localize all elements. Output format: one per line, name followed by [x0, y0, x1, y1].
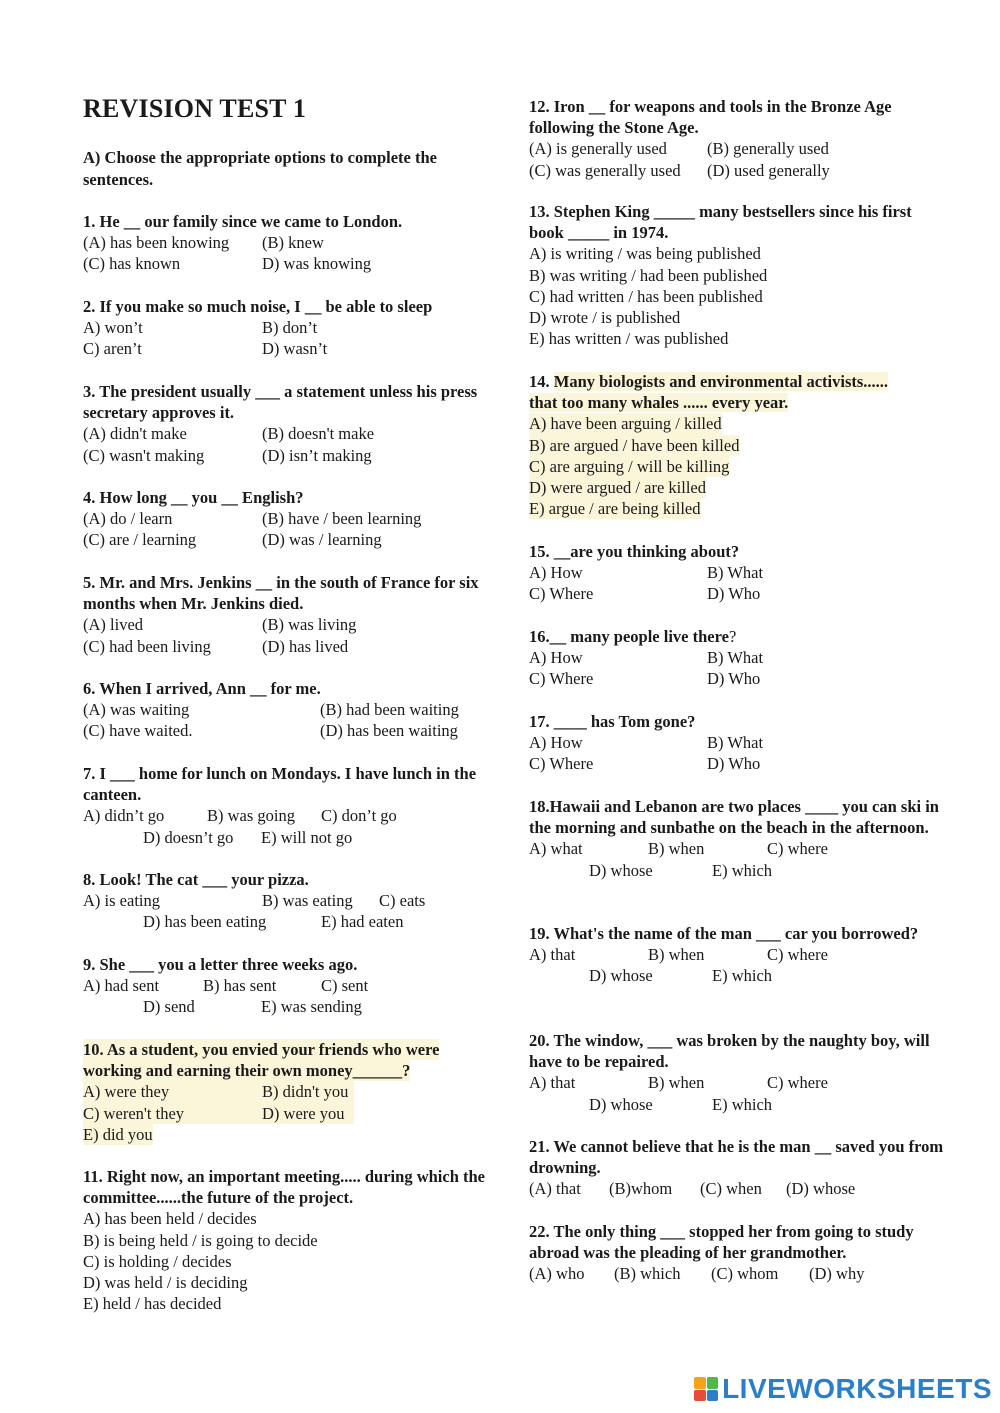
option-c[interactable]: (C) wasn't making [83, 445, 205, 465]
option-a[interactable]: A) How [529, 648, 583, 668]
question-6 [83, 678, 493, 742]
option-b[interactable]: B) was eating [262, 891, 353, 911]
option-c[interactable]: C) don’t go [321, 806, 397, 826]
option-b[interactable]: B) was writing / had been published [529, 265, 768, 285]
option-c[interactable]: (C) whom [711, 1264, 779, 1284]
option-e[interactable]: E) which [712, 966, 773, 986]
option-d[interactable]: D) wrote / is published [529, 307, 681, 327]
option-c[interactable]: C) eats [379, 891, 426, 911]
option-e[interactable]: E) did you [83, 1124, 153, 1144]
question-1 [83, 211, 493, 275]
question-stem: 18.Hawaii and Lebanon are two places ____ you can ski in the morning and sunbathe on the beach in the afternoon. [529, 797, 939, 838]
option-d[interactable]: D) whose [589, 966, 653, 986]
question-stem-line-1: Many biologists and environmental activists...... [553, 372, 889, 391]
option-d[interactable]: D) were argued / are killed [529, 477, 706, 497]
question-stem: 7. I ___ home for lunch on Mondays. I have lunch in the canteen. [83, 764, 477, 805]
option-d[interactable]: (D) has lived [262, 636, 349, 656]
option-c[interactable]: (C) was generally used [529, 160, 681, 180]
option-d[interactable]: (D) used generally [707, 160, 830, 180]
option-c[interactable]: (C) have waited. [83, 721, 193, 741]
option-d[interactable]: (D) why [809, 1264, 865, 1284]
option-b[interactable]: B) when [648, 945, 705, 965]
option-a[interactable]: (A) has been knowing [83, 233, 230, 253]
question-19 [529, 923, 949, 987]
question-stem: 3. The president usually ___ a statement unless his press secretary approves it. [83, 382, 478, 423]
option-e[interactable]: E) has written / was published [529, 329, 729, 349]
logo-square-1 [694, 1377, 706, 1389]
page-title: REVISION TEST 1 [83, 94, 307, 123]
option-b[interactable]: B) when [648, 839, 705, 859]
logo-text: LIVEWORKSHEETS [722, 1373, 992, 1404]
question-number: 14. [529, 372, 550, 391]
option-c[interactable]: C) weren't they D) were you [83, 1103, 354, 1124]
option-e[interactable]: E) which [712, 1094, 773, 1114]
question-stem: 17. ____ has Tom gone? [529, 712, 696, 731]
option-a[interactable]: A) have been arguing / killed [529, 414, 722, 434]
question-stem: 8. Look! The cat ___ your pizza. [83, 870, 309, 889]
question-stem-line-2: working and earning their own money______? [83, 1061, 411, 1081]
option-b[interactable]: B) What [707, 648, 764, 668]
option-a[interactable]: (A) who [529, 1264, 585, 1284]
option-c[interactable]: C) Where [529, 754, 594, 774]
option-c[interactable]: (C) are / learning [83, 530, 197, 550]
option-a[interactable]: A) How [529, 563, 583, 583]
option-a[interactable]: A) were they B) didn't you [83, 1081, 354, 1102]
option-a[interactable]: (A) was waiting [83, 700, 190, 720]
option-d[interactable]: D) send [143, 997, 195, 1017]
option-e[interactable]: E) was sending [261, 997, 362, 1017]
question-22 [529, 1221, 949, 1285]
option-c[interactable]: (C) when [700, 1179, 762, 1199]
question-20 [529, 1030, 949, 1115]
option-c[interactable]: C) had written / has been published [529, 286, 763, 306]
option-a[interactable]: (A) didn't make [83, 424, 187, 444]
option-a[interactable]: A) won’t [83, 318, 143, 338]
instructions: A) Choose the appropriate options to complete the sentences. [83, 148, 437, 189]
option-c[interactable]: C) is holding / decides [83, 1251, 232, 1271]
option-b[interactable]: B) has sent [203, 976, 277, 996]
option-a[interactable]: A) is eating [83, 891, 160, 911]
option-d[interactable]: (D) isn’t making [262, 445, 372, 465]
option-d[interactable]: D) Who [707, 754, 761, 774]
option-b[interactable]: (B) doesn't make [262, 424, 375, 444]
option-c[interactable]: C) where [767, 945, 828, 965]
option-d[interactable]: D) whose [589, 1094, 653, 1114]
option-b[interactable]: B) was going [207, 806, 295, 826]
question-12 [529, 96, 949, 181]
question-stem: 5. Mr. and Mrs. Jenkins __ in the south of France for six months when Mr. Jenkins died. [83, 573, 479, 614]
question-stem-line-1: 10. As a student, you envied your friends who were [83, 1040, 440, 1059]
option-d[interactable]: (D) has been waiting [320, 721, 458, 741]
option-d[interactable]: D) was held / is deciding [83, 1272, 248, 1292]
option-b[interactable]: (B) have / been learning [262, 509, 422, 529]
question-2 [83, 296, 493, 360]
question-16 [529, 626, 949, 690]
option-b[interactable]: B) What [707, 733, 764, 753]
option-a[interactable]: A) How [529, 733, 583, 753]
option-c[interactable]: C) are arguing / will be killing [529, 456, 730, 476]
logo-square-3 [694, 1390, 706, 1402]
option-e[interactable]: E) will not go [261, 827, 353, 847]
question-stem: 13. Stephen King _____ many bestsellers since his first book _____ in 1974. [529, 202, 912, 243]
question-11 [83, 1166, 493, 1314]
option-d[interactable]: (D) was / learning [262, 530, 382, 550]
question-stem: 1. He __ our family since we came to London. [83, 212, 403, 231]
option-a[interactable]: (A) is generally used [529, 139, 667, 159]
option-a[interactable]: (A) that [529, 1179, 581, 1199]
option-a[interactable]: A) what [529, 839, 583, 859]
question-stem: 4. How long __ you __ English? [83, 488, 304, 507]
liveworksheets-logo[interactable] [694, 1373, 992, 1405]
question-stem: 15. __are you thinking about? [529, 542, 740, 561]
option-d[interactable]: D) whose [589, 860, 653, 880]
question-9 [83, 954, 493, 1018]
option-a[interactable]: A) had sent [83, 976, 160, 996]
option-d[interactable]: D) were you [262, 1103, 345, 1123]
option-a[interactable]: (A) lived [83, 615, 144, 635]
question-3 [83, 381, 493, 466]
option-c[interactable]: C) Where [529, 669, 594, 689]
option-d[interactable]: D) Who [707, 669, 761, 689]
option-e[interactable]: E) held / has decided [83, 1294, 222, 1314]
question-5 [83, 572, 493, 657]
option-d[interactable]: (D) whose [786, 1179, 856, 1199]
option-b[interactable]: B) when [648, 1073, 705, 1093]
option-b[interactable]: B) are argued / have been killed [529, 435, 740, 455]
question-stem: 21. We cannot believe that he is the man __ saved you from drowning. [529, 1137, 944, 1178]
option-c[interactable]: (C) has known [83, 254, 181, 274]
question-stem: 2. If you make so much noise, I __ be able to sleep [83, 297, 433, 316]
option-b[interactable]: (B)whom [609, 1179, 673, 1199]
question-stem: 16.__ many people live there [529, 627, 729, 646]
logo-square-4 [707, 1390, 719, 1402]
question-4 [83, 487, 493, 551]
option-c[interactable]: C) sent [321, 976, 369, 996]
question-17 [529, 711, 949, 775]
logo-square-2 [707, 1377, 719, 1389]
question-stem: 19. What's the name of the man ___ car you borrowed? [529, 924, 919, 943]
question-stem: 22. The only thing ___ stopped her from going to study abroad was the pleading of her grandmother. [529, 1222, 914, 1263]
option-b[interactable]: (B) had been waiting [320, 700, 459, 720]
question-stem-line-2: that too many whales ...... every year. [529, 393, 789, 413]
option-c[interactable]: C) where [767, 1073, 828, 1093]
question-15 [529, 541, 949, 605]
option-c[interactable]: C) Where [529, 584, 594, 604]
question-stem: 11. Right now, an important meeting..... during which the committee......the future of the project. [83, 1167, 485, 1208]
question-10 [83, 1039, 493, 1145]
option-d[interactable]: D) wasn’t [262, 339, 328, 359]
question-7 [83, 763, 493, 848]
option-b[interactable]: B) What [707, 563, 764, 583]
option-d[interactable]: D) has been eating [143, 912, 267, 932]
option-b[interactable]: B) didn't you [262, 1082, 349, 1102]
option-a[interactable]: A) is writing / was being published [529, 244, 761, 264]
option-e[interactable]: E) which [712, 860, 773, 880]
question-14 [529, 371, 949, 519]
option-a[interactable]: A) that [529, 945, 576, 965]
option-e[interactable]: E) had eaten [321, 912, 404, 932]
question-stem: 9. She ___ you a letter three weeks ago. [83, 955, 358, 974]
option-a[interactable]: (A) do / learn [83, 509, 173, 529]
question-stem: 12. Iron __ for weapons and tools in the Bronze Age following the Stone Age. [529, 97, 892, 138]
option-b[interactable]: B) is being held / is going to decide [83, 1230, 318, 1250]
option-c[interactable]: (C) had been living [83, 636, 211, 656]
option-d[interactable]: D) was knowing [262, 254, 372, 274]
option-c[interactable]: C) aren’t [83, 339, 142, 359]
option-b[interactable]: (B) which [614, 1264, 681, 1284]
question-18 [529, 796, 949, 881]
question-stem: 6. When I arrived, Ann __ for me. [83, 679, 321, 698]
question-21 [529, 1136, 949, 1200]
logo-icon [694, 1377, 718, 1401]
option-b[interactable]: (B) was living [262, 615, 357, 635]
option-e[interactable]: E) argue / are being killed [529, 499, 701, 519]
option-a[interactable]: A) has been held / decides [83, 1209, 257, 1229]
option-b[interactable]: (B) generally used [707, 139, 829, 159]
option-a[interactable]: A) that [529, 1073, 576, 1093]
question-8 [83, 869, 493, 933]
question-stem: 20. The window, ___ was broken by the naughty boy, will have to be repaired. [529, 1031, 930, 1072]
question-13 [529, 201, 949, 349]
option-a[interactable]: A) didn’t go [83, 806, 165, 826]
option-b[interactable]: (B) knew [262, 233, 324, 253]
option-d[interactable]: D) Who [707, 584, 761, 604]
option-c[interactable]: C) where [767, 839, 828, 859]
option-d[interactable]: D) doesn’t go [143, 827, 234, 847]
option-b[interactable]: B) don’t [262, 318, 318, 338]
question-mark: ? [728, 627, 737, 646]
